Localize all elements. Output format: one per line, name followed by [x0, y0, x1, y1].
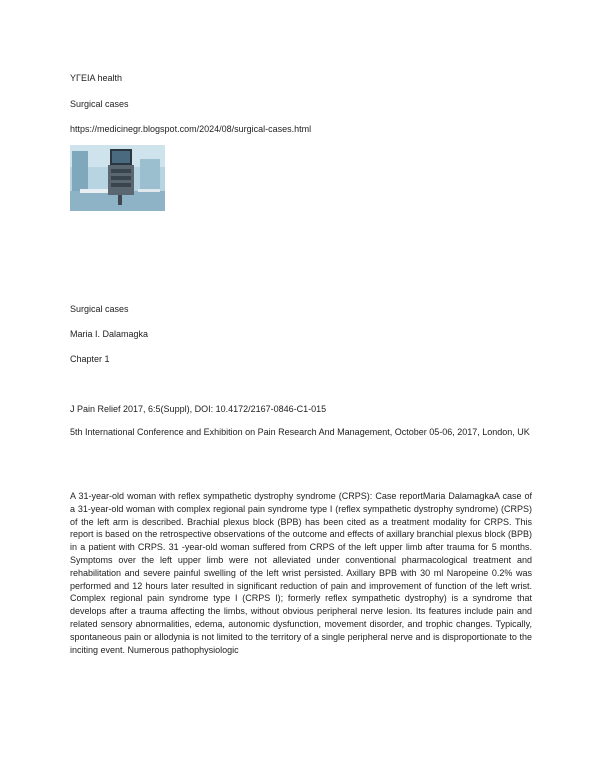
- abstract-paragraph: A 31-year-old woman with reflex sympathetic dystrophy syndrome (CRPS): Case reportMaria DalamagkaA case of a 31-year-old woman with complex regional pain syndrome type I (reflex sympathetic dystrophy syndrome) (CRPS) of the left arm is described. Brachial plexus block (BPB) has been cited as a treatment modality for CRPS. This report is based on the retrospective observations of the outcome and effects of axillary branchial plexus block (BPB) in a patient with CRPS. 31 -year-old woman suffered from CRPS of the left upper limb after trauma for 5 months. Symptoms over the left upper limb were not alleviated under conventional pharmacological treatment and rehabilitation and severe painful swelling of the left wrist persisted. Axillary BPB with 30 ml Naropeine 0.2% was performed and 12 hours later resulted in significant reduction of pain and improvement of function of the left wrist. Complex regional pain syndrome type I (CRPS I); formerly reflex sympathetic dystrophy) is a syndrome that develops after a trauma affecting the limbs, without obvious peripheral nerve lesion. Its features include pain and related sensory abnormalities, edema, autonomic dysfunction, movement disorder, and trophic changes. Typically, spontaneous pain or allodynia is not limited to the territory of a single peripheral nerve and is disproportionate to the inciting event. Numerous pathophysiologic: [70, 491, 532, 655]
- operating-room-icon: [70, 145, 165, 211]
- post-title: Surgical cases: [70, 99, 129, 109]
- operating-room-photo: [70, 145, 165, 211]
- citation: J Pain Relief 2017, 6:5(Suppl), DOI: 10.4172/2167-0846-C1-015: [70, 404, 327, 414]
- chapter-label: Chapter 1: [70, 354, 110, 364]
- article-heading: Surgical cases: [70, 304, 129, 314]
- author: Maria I. Dalamagka: [70, 329, 149, 339]
- source-url[interactable]: https://medicinegr.blogspot.com/2024/08/surgical-cases.html: [70, 124, 312, 134]
- site-name: ΥΓΕΙΑ health: [70, 73, 122, 83]
- conference-info: 5th International Conference and Exhibition on Pain Research And Management, October 05-06, 2017, London, UK: [70, 427, 530, 437]
